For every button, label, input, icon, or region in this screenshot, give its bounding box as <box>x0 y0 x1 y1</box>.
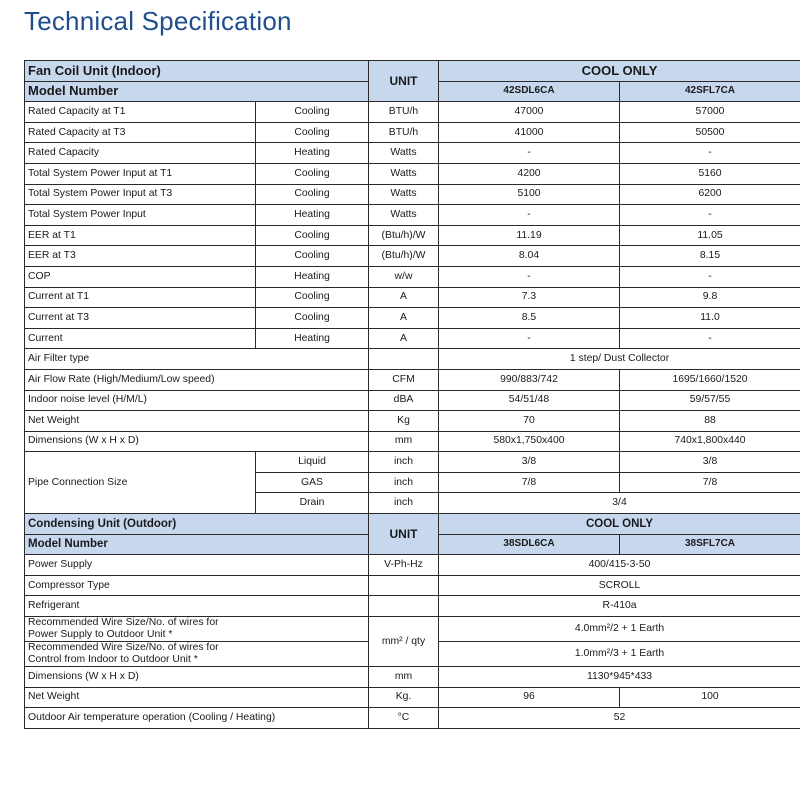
wire-label-line-1: Recommended Wire Size/No. of wires for <box>28 617 219 629</box>
wire-label-line-2: Control from Indoor to Outdoor Unit * <box>28 654 198 666</box>
row-value-model-1: 41000 <box>439 122 620 143</box>
row-mode: Heating <box>256 266 369 287</box>
row-value-merged: 52 <box>439 708 800 729</box>
pipe-connection-label: Pipe Connection Size <box>25 452 256 514</box>
row-unit: mm <box>369 667 439 688</box>
indoor-header-title: Fan Coil Unit (Indoor) <box>25 61 369 82</box>
wire-power-label <box>25 617 369 642</box>
indoor-mode-header: COOL ONLY <box>439 61 800 82</box>
row-value-model-1: 8.5 <box>439 308 620 329</box>
row-label: EER at T1 <box>25 225 256 246</box>
row-unit: dBA <box>369 390 439 411</box>
row-value-model-2: 3/8 <box>620 452 800 473</box>
row-unit: A <box>369 308 439 329</box>
table-row <box>25 184 800 205</box>
pipe-gas-label: GAS <box>256 472 369 493</box>
row-mode: Cooling <box>256 308 369 329</box>
indoor-model-number-label: Model Number <box>25 81 369 102</box>
page-title: Technical Specification <box>24 6 292 36</box>
row-unit: inch <box>369 472 439 493</box>
wire-control-label <box>25 642 369 667</box>
row-mode: Cooling <box>256 184 369 205</box>
row-value-model-1: 3/8 <box>439 452 620 473</box>
indoor-unit-header: UNIT <box>369 61 439 102</box>
row-value-model-2: 5160 <box>620 163 800 184</box>
table-row <box>25 411 800 432</box>
outdoor-model-number-label: Model Number <box>25 534 369 555</box>
row-value-model-1: 7.3 <box>439 287 620 308</box>
table-row <box>25 708 800 729</box>
table-row <box>25 225 800 246</box>
table-row <box>25 308 800 329</box>
row-unit: Watts <box>369 163 439 184</box>
row-value-model-1: 47000 <box>439 102 620 123</box>
row-value-model-2: - <box>620 266 800 287</box>
row-value-model-2: 57000 <box>620 102 800 123</box>
row-label: Refrigerant <box>25 596 369 617</box>
row-label: COP <box>25 266 256 287</box>
table-row <box>25 163 800 184</box>
row-mode: Cooling <box>256 287 369 308</box>
indoor-model-2: 42SFL7CA <box>620 81 800 102</box>
wire-label-line-1: Recommended Wire Size/No. of wires for <box>28 642 219 654</box>
row-value-model-2: 11.05 <box>620 225 800 246</box>
row-mode: Cooling <box>256 102 369 123</box>
row-label: Total System Power Input at T3 <box>25 184 256 205</box>
row-mode: Cooling <box>256 122 369 143</box>
row-unit <box>369 575 439 596</box>
row-label: Total System Power Input at T1 <box>25 163 256 184</box>
row-value-merged: 3/4 <box>439 493 800 514</box>
row-label: Rated Capacity at T1 <box>25 102 256 123</box>
row-unit: CFM <box>369 369 439 390</box>
row-label: Rated Capacity <box>25 143 256 164</box>
table-row <box>25 431 800 452</box>
row-unit: BTU/h <box>369 102 439 123</box>
row-unit: inch <box>369 452 439 473</box>
table-row <box>25 617 800 642</box>
row-value-model-2: 7/8 <box>620 472 800 493</box>
row-unit: (Btu/h)/W <box>369 246 439 267</box>
wire-label-line-2: Power Supply to Outdoor Unit * <box>28 629 173 641</box>
row-unit: V-Ph-Hz <box>369 555 439 576</box>
row-label: Dimensions (W x H x D) <box>25 667 369 688</box>
table-row <box>25 102 800 123</box>
spec-table <box>24 60 800 729</box>
row-label: Net Weight <box>25 411 369 432</box>
row-value-model-1: - <box>439 205 620 226</box>
row-value-model-1: 580x1,750x400 <box>439 431 620 452</box>
row-value-model-2: 100 <box>620 687 800 708</box>
row-label: Compressor Type <box>25 575 369 596</box>
indoor-model-1: 42SDL6CA <box>439 81 620 102</box>
row-label: Dimensions (W x H x D) <box>25 431 369 452</box>
table-row <box>25 452 800 473</box>
pipe-liquid-label: Liquid <box>256 452 369 473</box>
row-unit: A <box>369 287 439 308</box>
table-row <box>25 143 800 164</box>
row-value-model-2: - <box>620 143 800 164</box>
row-unit: Kg <box>369 411 439 432</box>
row-label: Air Filter type <box>25 349 369 370</box>
row-value-model-1: 8.04 <box>439 246 620 267</box>
table-row <box>25 246 800 267</box>
row-unit <box>369 349 439 370</box>
row-value-model-1: - <box>439 143 620 164</box>
row-mode: Cooling <box>256 225 369 246</box>
table-row <box>25 390 800 411</box>
outdoor-header-row-1 <box>25 514 800 535</box>
row-unit: Watts <box>369 184 439 205</box>
table-row <box>25 596 800 617</box>
table-row <box>25 122 800 143</box>
row-value-model-1: 5100 <box>439 184 620 205</box>
row-unit: w/w <box>369 266 439 287</box>
row-value-model-1: 54/51/48 <box>439 390 620 411</box>
row-value-model-2: 9.8 <box>620 287 800 308</box>
row-value-model-1: 11.19 <box>439 225 620 246</box>
row-value-model-1: 990/883/742 <box>439 369 620 390</box>
row-unit <box>369 596 439 617</box>
row-label: Air Flow Rate (High/Medium/Low speed) <box>25 369 369 390</box>
row-unit: Watts <box>369 205 439 226</box>
outdoor-header-title: Condensing Unit (Outdoor) <box>25 514 369 535</box>
row-value-merged: 4.0mm²/2 + 1 Earth <box>439 617 800 642</box>
table-row <box>25 328 800 349</box>
row-value-model-2: 1695/1660/1520 <box>620 369 800 390</box>
row-unit: °C <box>369 708 439 729</box>
table-row <box>25 369 800 390</box>
row-label: Outdoor Air temperature operation (Cooling / Heating) <box>25 708 369 729</box>
row-label: EER at T3 <box>25 246 256 267</box>
row-unit: A <box>369 328 439 349</box>
row-unit: mm <box>369 431 439 452</box>
row-unit: inch <box>369 493 439 514</box>
pipe-drain-label: Drain <box>256 493 369 514</box>
table-row <box>25 287 800 308</box>
row-value-model-2: 11.0 <box>620 308 800 329</box>
row-value-model-2: - <box>620 328 800 349</box>
row-mode: Cooling <box>256 163 369 184</box>
row-value-model-2: 8.15 <box>620 246 800 267</box>
row-label: Indoor noise level (H/M/L) <box>25 390 369 411</box>
row-value-merged: 1 step/ Dust Collector <box>439 349 800 370</box>
row-value-merged: 1130*945*433 <box>439 667 800 688</box>
row-label: Net Weight <box>25 687 369 708</box>
row-value-merged: SCROLL <box>439 575 800 596</box>
row-unit: BTU/h <box>369 122 439 143</box>
row-mode: Cooling <box>256 246 369 267</box>
table-row <box>25 266 800 287</box>
row-label: Current <box>25 328 256 349</box>
table-row <box>25 205 800 226</box>
table-row <box>25 349 800 370</box>
row-value-merged: 1.0mm²/3 + 1 Earth <box>439 642 800 667</box>
row-value-model-1: 70 <box>439 411 620 432</box>
row-label: Current at T3 <box>25 308 256 329</box>
row-value-model-1: 4200 <box>439 163 620 184</box>
row-value-model-1: 96 <box>439 687 620 708</box>
row-value-model-1: - <box>439 328 620 349</box>
row-label: Rated Capacity at T3 <box>25 122 256 143</box>
outdoor-model-1: 38SDL6CA <box>439 534 620 555</box>
row-value-model-2: 50500 <box>620 122 800 143</box>
row-value-model-2: 740x1,800x440 <box>620 431 800 452</box>
row-label: Current at T1 <box>25 287 256 308</box>
row-value-model-2: 59/57/55 <box>620 390 800 411</box>
outdoor-unit-header: UNIT <box>369 514 439 555</box>
outdoor-model-2: 38SFL7CA <box>620 534 800 555</box>
row-value-model-2: 88 <box>620 411 800 432</box>
table-row <box>25 575 800 596</box>
row-unit: Watts <box>369 143 439 164</box>
row-value-model-1: - <box>439 266 620 287</box>
table-row <box>25 687 800 708</box>
row-label: Power Supply <box>25 555 369 576</box>
row-value-model-2: 6200 <box>620 184 800 205</box>
wire-unit: mm² / qty <box>369 617 439 667</box>
row-value-merged: R-410a <box>439 596 800 617</box>
outdoor-mode-header: COOL ONLY <box>439 514 800 535</box>
table-row <box>25 555 800 576</box>
row-value-merged: 400/415-3-50 <box>439 555 800 576</box>
indoor-header-row-1 <box>25 61 800 82</box>
table-row <box>25 667 800 688</box>
row-label: Total System Power Input <box>25 205 256 226</box>
row-mode: Heating <box>256 205 369 226</box>
row-unit: Kg. <box>369 687 439 708</box>
row-value-model-1: 7/8 <box>439 472 620 493</box>
row-mode: Heating <box>256 143 369 164</box>
row-value-model-2: - <box>620 205 800 226</box>
row-unit: (Btu/h)/W <box>369 225 439 246</box>
row-mode: Heating <box>256 328 369 349</box>
